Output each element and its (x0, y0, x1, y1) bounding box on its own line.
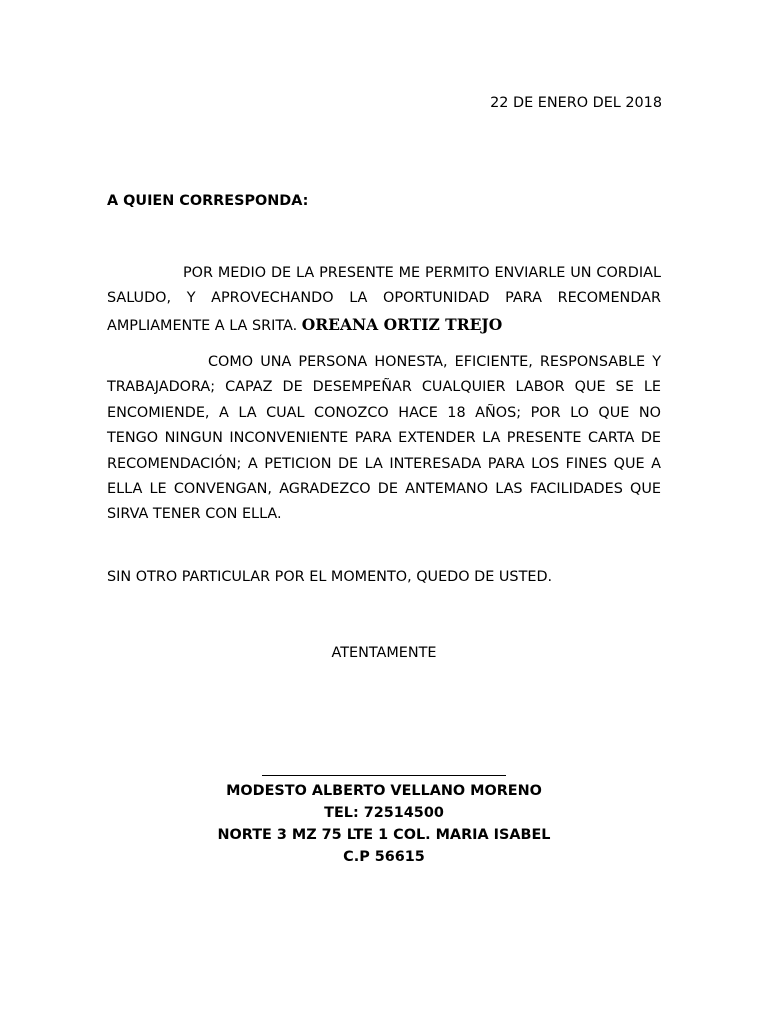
paragraph-introduction (107, 261, 661, 339)
paragraph-recommendation-text: COMO UNA PERSONA HONESTA, EFICIENTE, RESPONSABLE Y TRABAJADORA; CAPAZ DE DESEMPEÑAR CUALQUIER LABOR QUE SE LE ENCOMIENDE, A LA CUAL CONOZCO HACE 18 AÑOS; POR LO QUE NO TENGO NINGUN INCONVENIENTE PARA EXTENDER LA PRESENTE CARTA DE RECOMENDACIÓN; A PETICION DE LA INTERESADA PARA LOS FINES QUE A ELLA LE CONVENGAN, AGRADEZCO DE ANTEMANO LAS FACILIDADES QUE SIRVA TENER CON ELLA. (107, 354, 661, 523)
signer-name: MODESTO ALBERTO VELLANO MORENO (226, 783, 542, 799)
salutation: A QUIEN CORRESPONDA: (107, 193, 309, 209)
paragraph-introduction-text: POR MEDIO DE LA PRESENTE ME PERMITO ENVIARLE UN CORDIAL SALUDO, Y APROVECHANDO LA OPORTUNIDAD PARA RECOMENDAR AMPLIAMENTE A LA SRITA. (107, 265, 661, 334)
signer-postal-code: C.P 56615 (343, 849, 425, 865)
signature-line (262, 775, 506, 776)
signer-phone: TEL: 72514500 (324, 805, 444, 821)
closing-line: SIN OTRO PARTICULAR POR EL MOMENTO, QUEDO DE USTED. (107, 569, 553, 585)
paragraph-recommendation (107, 350, 661, 528)
letter-date: 22 DE ENERO DEL 2018 (490, 95, 662, 111)
signer-address: NORTE 3 MZ 75 LTE 1 COL. MARIA ISABEL (217, 827, 551, 843)
recommended-person-name: OREANA ORTIZ TREJO (301, 314, 503, 334)
signature-block (0, 780, 768, 868)
sign-off: ATENTAMENTE (331, 645, 437, 661)
